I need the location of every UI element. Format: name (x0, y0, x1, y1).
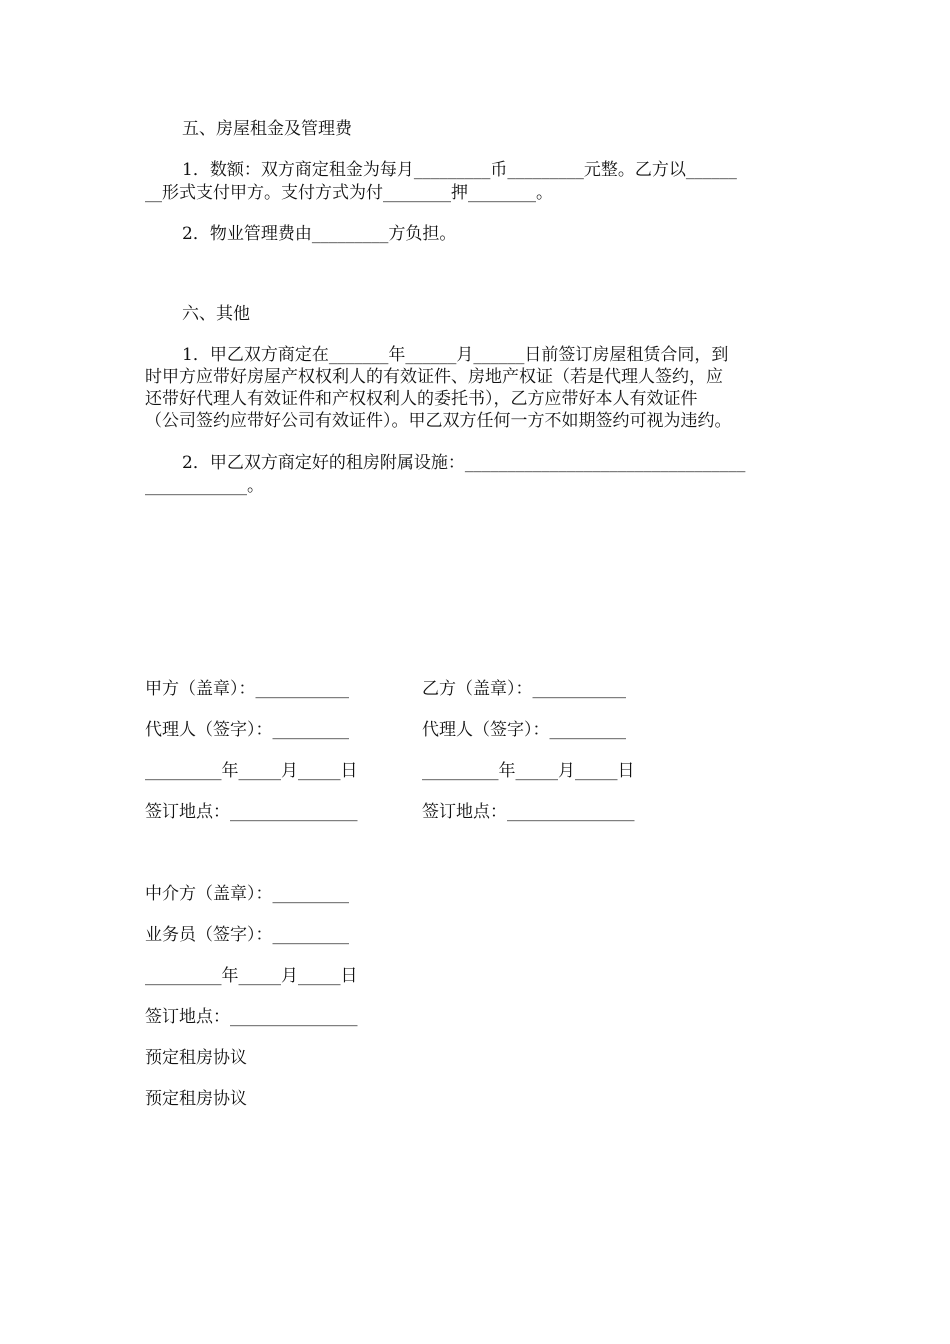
section6-item2-line2: ____________。 (145, 476, 264, 496)
party-b-seal: 乙方（盖章）：___________ (422, 679, 626, 699)
section5-item1-line2: __形式支付甲方。支付方式为付________押________。 (145, 183, 553, 203)
section6-heading: 六、其他 (182, 304, 250, 324)
intermediary-clerk: 业务员（签字）：_________ (145, 925, 349, 945)
party-a-agent: 代理人（签字）：_________ (145, 720, 349, 740)
party-b-date: _________年_____月_____日 (422, 761, 635, 781)
intermediary-date: _________年_____月_____日 (145, 966, 358, 986)
intermediary-place: 签订地点：_______________ (145, 1007, 358, 1027)
section6-item1-line4: （公司签约应带好公司有效证件）。甲乙双方任何一方不如期签约可视为违约。 (145, 411, 732, 431)
section6-item2-line1: 2．甲乙双方商定好的租房附属设施：_________________________________ (182, 453, 746, 473)
section5-item2: 2．物业管理费由_________方负担。 (182, 224, 457, 244)
footer-title-1: 预定租房协议 (145, 1048, 247, 1068)
section6-item1-line2: 时甲方应带好房屋产权权利人的有效证件、房地产权证（若是代理人签约，应 (145, 367, 723, 387)
section6-item1-line1: 1．甲乙双方商定在_______年______月______日前签订房屋租赁合同，到 (182, 345, 729, 365)
party-b-place: 签订地点：_______________ (422, 802, 635, 822)
section6-item1-line3: 还带好代理人有效证件和产权权利人的委托书），乙方应带好本人有效证件 (145, 389, 698, 409)
party-a-seal: 甲方（盖章）：___________ (145, 679, 349, 699)
party-a-date: _________年_____月_____日 (145, 761, 358, 781)
section5-item1-line1: 1．数额：双方商定租金为每月_________币_________元整。乙方以______ (182, 160, 737, 180)
party-a-place: 签订地点：_______________ (145, 802, 358, 822)
intermediary-seal: 中介方（盖章）：_________ (145, 884, 349, 904)
party-b-agent: 代理人（签字）：_________ (422, 720, 626, 740)
section5-heading: 五、房屋租金及管理费 (182, 119, 352, 139)
footer-title-2: 预定租房协议 (145, 1089, 247, 1109)
